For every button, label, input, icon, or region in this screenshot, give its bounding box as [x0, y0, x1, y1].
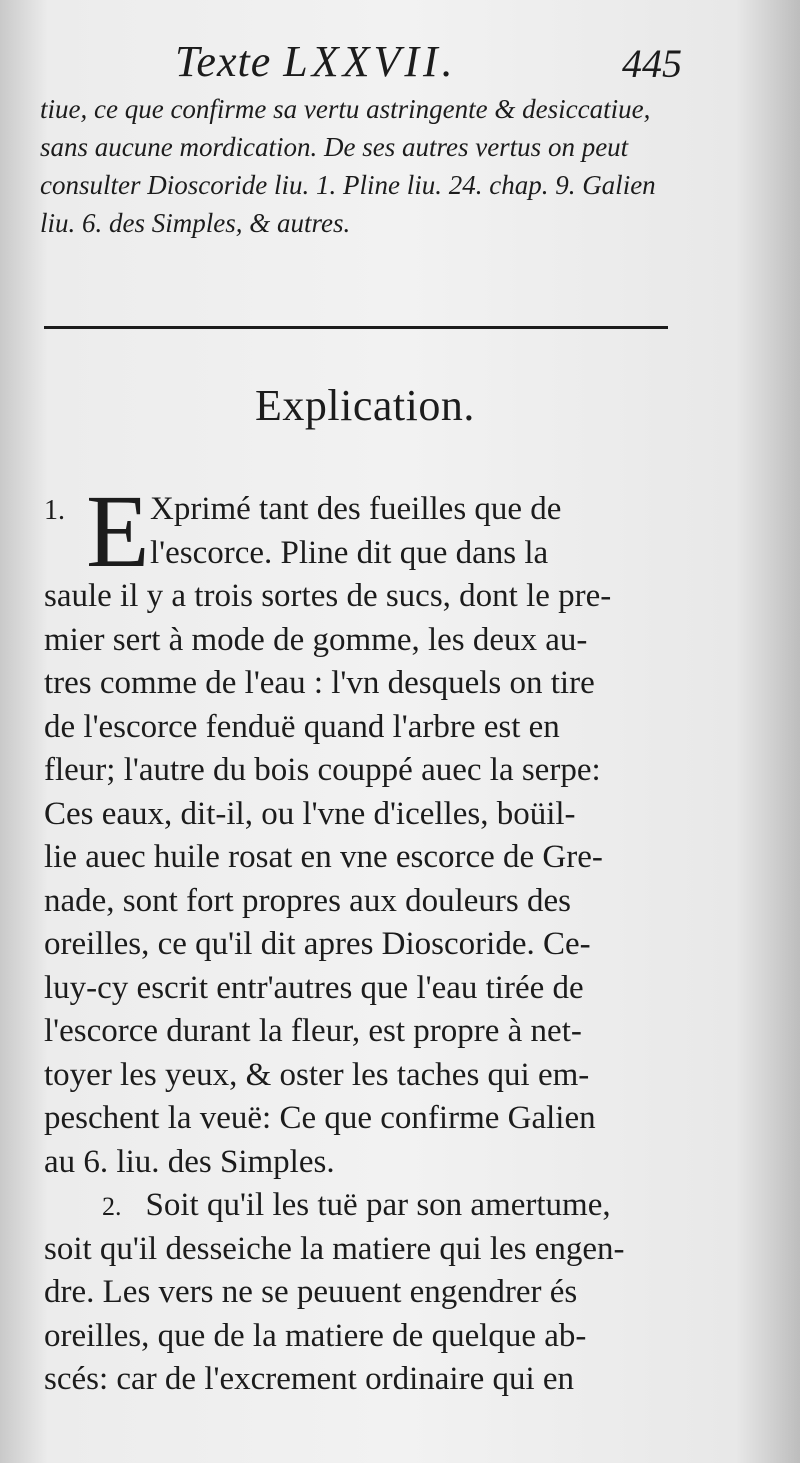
paragraph-line: dre. Les vers ne se peuuent engendrer és — [44, 1274, 578, 1310]
page-number: 445 — [622, 41, 682, 86]
section-title: Explication. — [255, 381, 475, 430]
paragraph-line: scés: car de l'excrement ordinaire qui en — [44, 1361, 575, 1397]
paragraph-line: peschent la veuë: Ce que confirme Galien — [44, 1100, 596, 1136]
paragraph-line: au 6. liu. des Simples. — [44, 1143, 335, 1180]
paragraph-line: toyer les yeux, & oster les taches qui em- — [44, 1056, 590, 1093]
paragraph-line: lie auec huile rosat en vne escorce de Gre- — [44, 839, 603, 875]
note-line: sans aucune mordication. De ses autres vertus on peut — [40, 132, 629, 162]
note-line: consulter Dioscoride liu. 1. Pline liu. 24. chap. 9. Galien — [40, 170, 656, 200]
paragraph-line: mier sert à mode de gomme, les deux au- — [44, 621, 588, 658]
section-divider — [44, 326, 668, 329]
running-title-roman: LXXVII. — [283, 37, 457, 86]
paragraph-line: Ces eaux, dit-il, ou l'vne d'icelles, boüil- — [44, 795, 576, 832]
paragraph-line: nade, sont fort propres aux douleurs des — [44, 882, 571, 919]
paragraph-line: de l'escorce fenduë quand l'arbre est en — [44, 708, 560, 745]
paragraph-line: saule il y a trois sortes de sucs, dont le pre- — [44, 578, 612, 614]
paragraph-line: l'escorce durant la fleur, est propre à net- — [44, 1013, 582, 1049]
paragraph-line: 1. Xprimé tant des fueilles que de — [44, 488, 724, 532]
drop-cap: E — [86, 474, 150, 589]
page-header — [0, 30, 800, 90]
paragraph-line: oreilles, que de la matiere de quelque ab- — [44, 1317, 587, 1354]
paragraph-line: fleur; l'autre du bois couppé auec la serpe: — [44, 752, 601, 788]
running-title-word: Texte — [175, 37, 272, 86]
paragraph-line: oreilles, ce qu'il dit apres Dioscoride. Ce- — [44, 926, 591, 962]
note-line: tiue, ce que confirme sa vertu astringente & desiccatiue, — [40, 94, 651, 124]
paragraph-line: soit qu'il desseiche la matiere qui les engen- — [44, 1230, 625, 1267]
running-title — [175, 36, 457, 87]
paragraph-number: 1. — [44, 495, 65, 526]
explication-body — [44, 488, 724, 1402]
paragraph-line: tres comme de l'eau : l'vn desquels on tire — [44, 665, 595, 701]
note-line: liu. 6. des Simples, & autres. — [40, 208, 351, 238]
paragraph-line: luy-cy escrit entr'autres que l'eau tirée de — [44, 969, 584, 1006]
paragraph-line: 2. Soit qu'il les tuë par son amertume, — [102, 1187, 611, 1223]
paragraph-number: 2. — [102, 1192, 122, 1221]
paragraph-line: l'escorce. Pline dit que dans la — [150, 534, 549, 571]
commentary-note — [40, 90, 710, 242]
